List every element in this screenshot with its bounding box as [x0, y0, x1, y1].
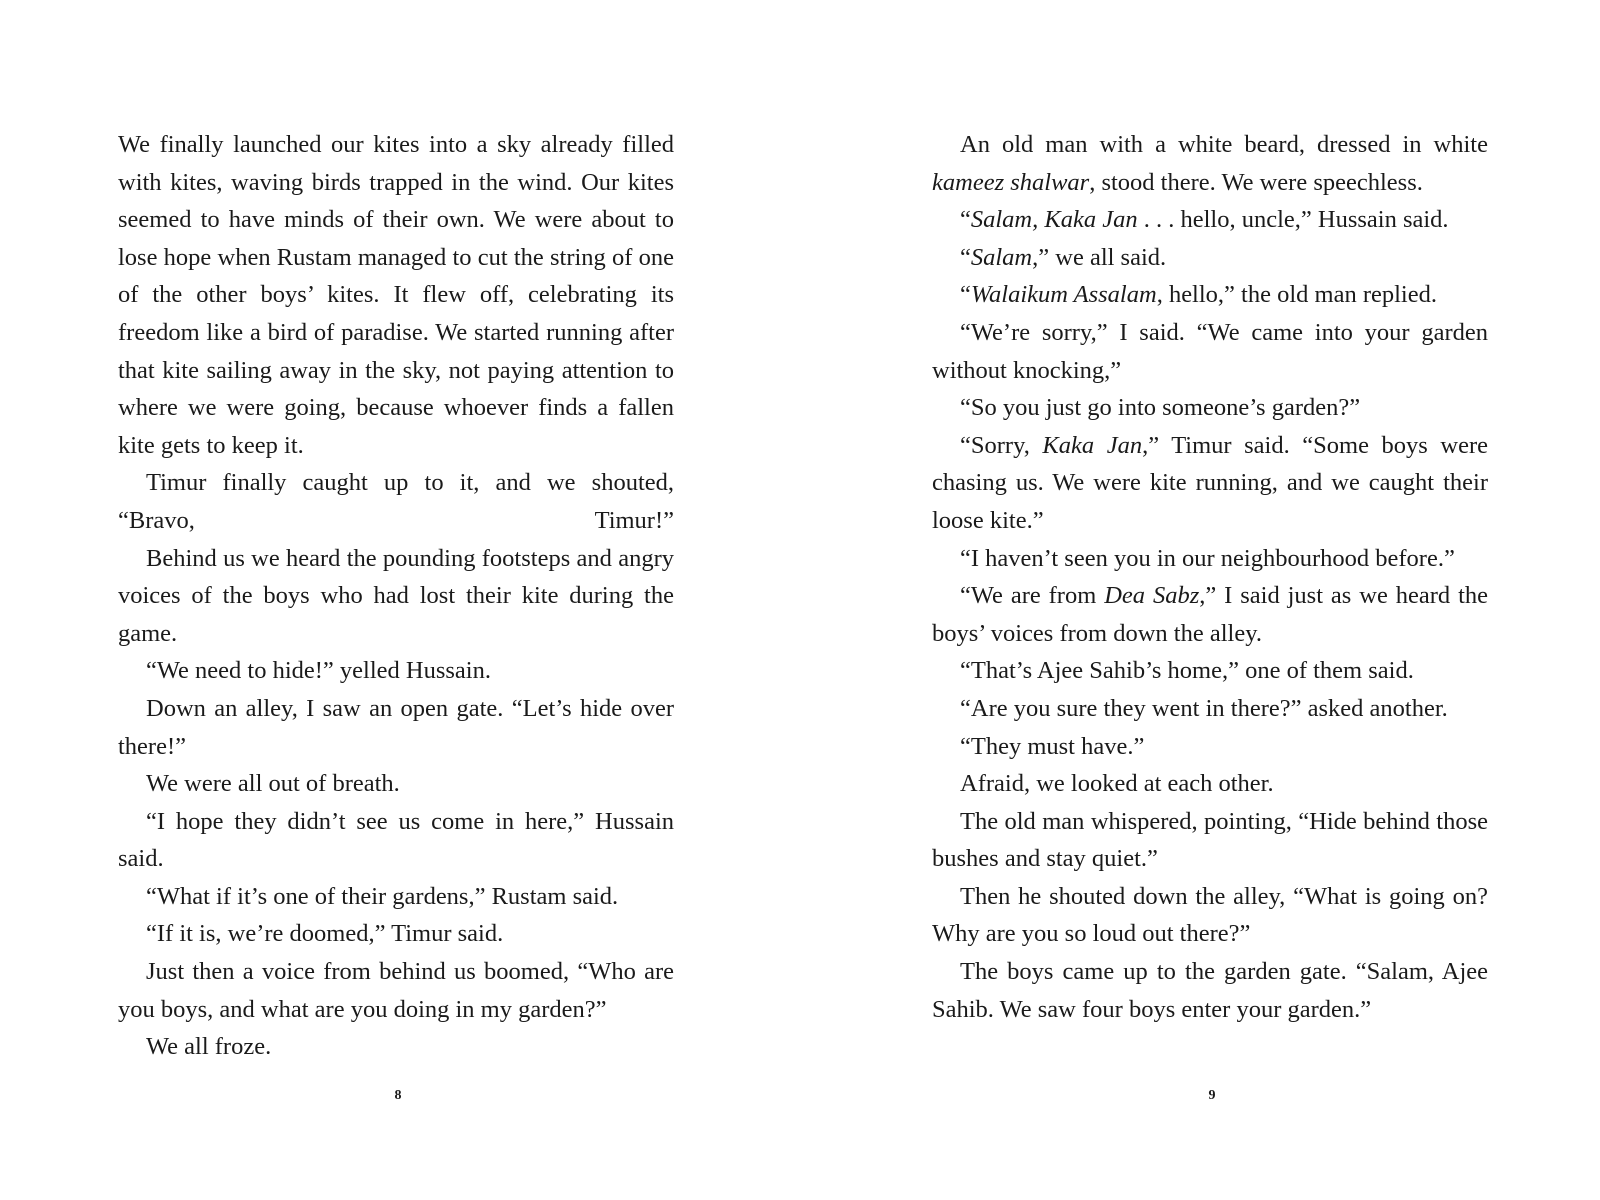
italic-text: Dea Sabz: [1104, 582, 1200, 610]
italic-text: Walaikum Assalam: [970, 281, 1157, 309]
right-page-text: [932, 126, 1488, 1028]
text-run: “: [960, 206, 971, 234]
text-run: ,” Timur said. “Some boys were chasing us. We were kite running, and we caught their loose kite.”: [932, 431, 1488, 534]
paragraph: [932, 577, 1488, 652]
paragraph: We finally launched our kites into a sky already filled with kites, waving birds trapped in the wind. Our kites seemed to have minds of their own. We were about to lose hope when Rustam managed to cut the string of one of the other boys’ kites. It flew off, celebrating its freedom like a bird of paradise. We started running after that kite sailing away in the sky, not paying attention to where we were going, because whoever finds a fallen kite gets to keep it.: [118, 131, 674, 459]
paragraph: We all froze.: [146, 1033, 272, 1061]
text-run: , hello,” the old man replied.: [1156, 281, 1437, 309]
paragraph: Just then a voice from behind us boomed, “Who are you boys, and what are you doing in my garden?”: [118, 958, 674, 1023]
italic-text: Salam, Kaka Jan: [970, 206, 1138, 234]
paragraph: “Are you sure they went in there?” asked another.: [960, 694, 1448, 722]
text-run: ,” I said just as we heard the boys’ voices from down the alley.: [932, 582, 1488, 647]
paragraph: The boys came up to the garden gate. “Salam, Ajee Sahib. We saw four boys enter your garden.”: [932, 958, 1488, 1023]
text-run: “: [960, 281, 971, 309]
text-run: “We are from: [960, 582, 1105, 610]
paragraph: “I hope they didn’t see us come in here,” Hussain said.: [118, 807, 674, 873]
paragraph: Afraid, we looked at each other.: [960, 770, 1274, 798]
paragraph: The old man whispered, pointing, “Hide behind those bushes and stay quiet.”: [932, 807, 1488, 873]
paragraph: We were all out of breath.: [146, 770, 400, 798]
paragraph: “That’s Ajee Sahib’s home,” one of them said.: [960, 657, 1414, 685]
paragraph: Behind us we heard the pounding footsteps and angry voices of the boys who had lost their kite during the game.: [118, 544, 674, 647]
paragraph: “What if it’s one of their gardens,” Rustam said.: [146, 882, 619, 910]
paragraph: Timur finally caught up to it, and we shouted, “Bravo, Timur!”: [118, 469, 674, 534]
text-run: An old man with a white beard, dressed in white: [960, 131, 1488, 158]
paragraph: “We’re sorry,” I said. “We came into your garden without knocking,”: [932, 318, 1488, 384]
paragraph: “We need to hide!” yelled Hussain.: [146, 657, 491, 685]
paragraph: [932, 276, 1488, 314]
paragraph: Then he shouted down the alley, “What is going on? Why are you so loud out there?”: [932, 882, 1488, 948]
paragraph: “If it is, we’re doomed,” Timur said.: [146, 920, 504, 948]
text-run: “: [960, 243, 971, 271]
italic-text: Salam: [970, 243, 1033, 271]
paragraph: “They must have.”: [960, 732, 1145, 760]
italic-text: Kaka Jan: [1042, 431, 1143, 459]
paragraph: [932, 126, 1488, 201]
left-page-text: [118, 126, 674, 1066]
italic-text: kameez shalwar: [932, 168, 1090, 196]
paragraph: [932, 239, 1488, 277]
page-number: 9: [1208, 1088, 1216, 1103]
paragraph: Down an alley, I saw an open gate. “Let’s hide over there!”: [118, 694, 674, 760]
text-run: ,” we all said.: [1032, 243, 1167, 271]
text-run: , stood there. We were speechless.: [1089, 168, 1423, 196]
paragraph: [932, 427, 1488, 540]
paragraph: [932, 201, 1488, 239]
text-run: “Sorry,: [960, 431, 1043, 459]
text-run: . . . hello, uncle,” Hussain said.: [1137, 206, 1449, 234]
page-number: 8: [394, 1088, 402, 1103]
paragraph: “I haven’t seen you in our neighbourhood before.”: [960, 544, 1455, 572]
paragraph: “So you just go into someone’s garden?”: [960, 394, 1361, 422]
